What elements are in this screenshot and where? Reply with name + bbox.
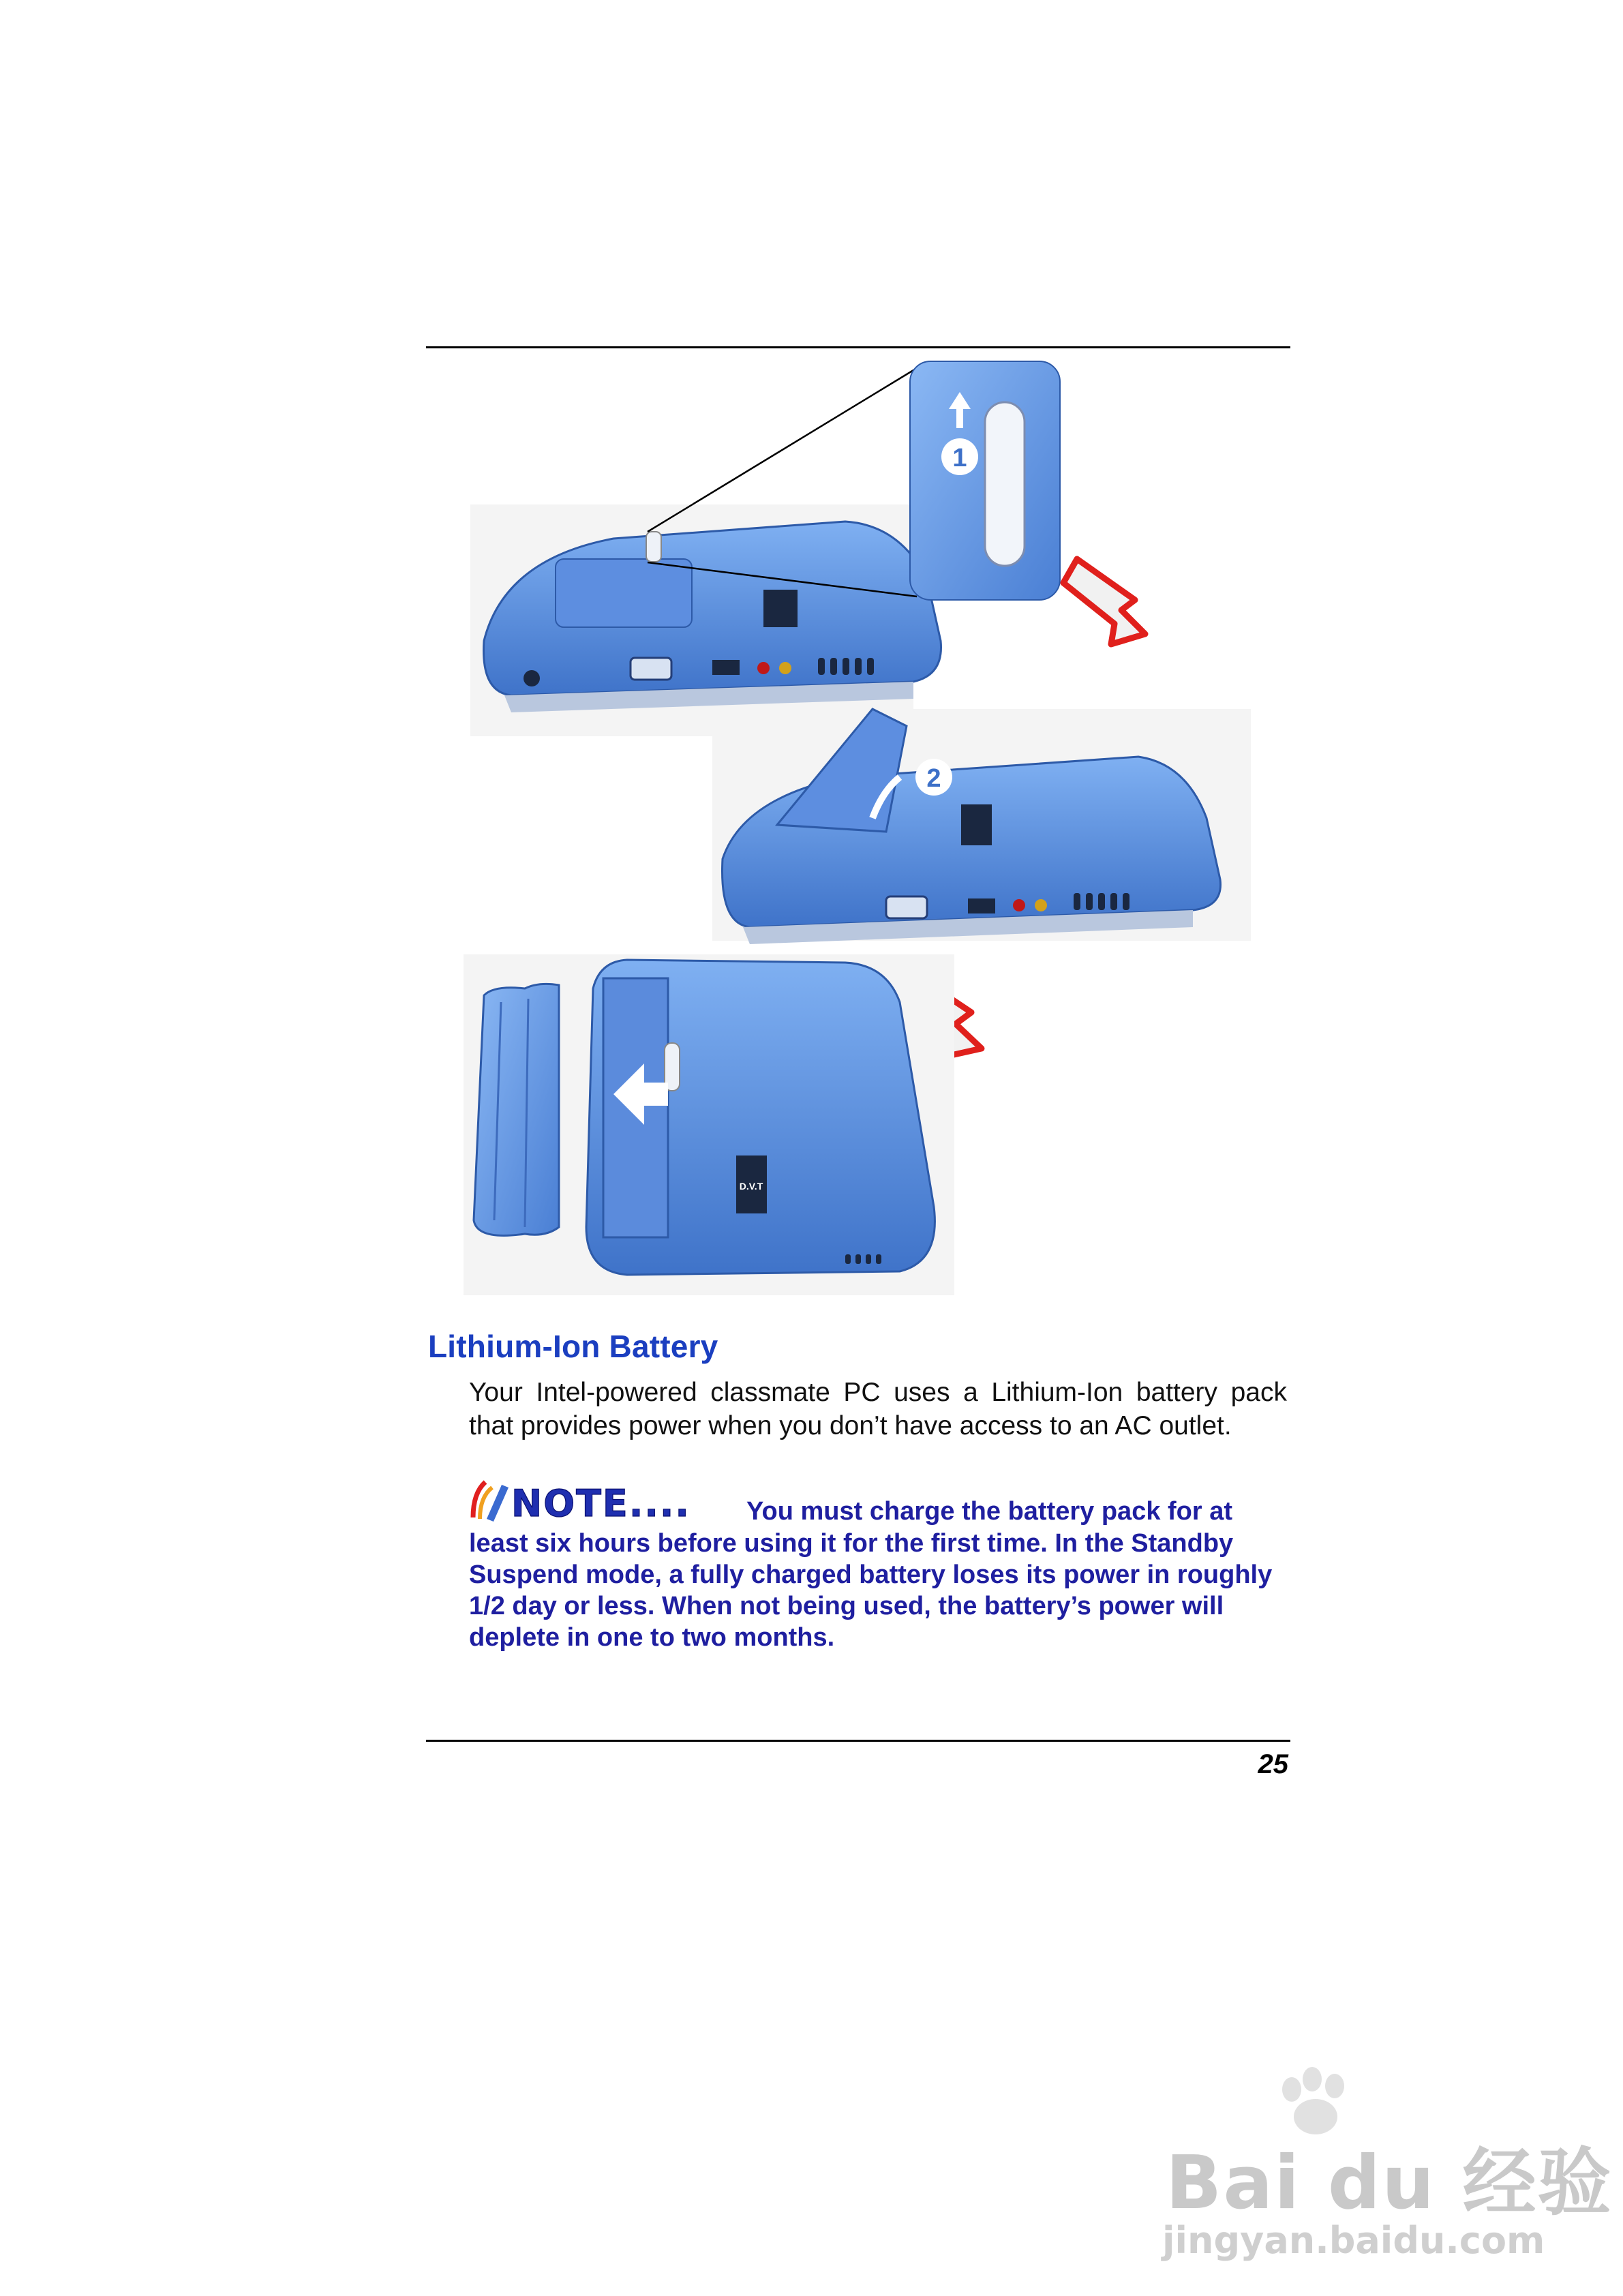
red-arrow-1 xyxy=(1063,559,1145,644)
header-rule xyxy=(426,346,1290,348)
note-lead-text: You must charge the battery pack for at xyxy=(746,1497,1233,1526)
laptop-bottom-view xyxy=(586,960,935,1275)
note-body-text: least six hours before using it for the first time. In the Standby Suspend mode, a fully charged battery loses its power in roughly 1/2 day or less. When not being used, the battery’s power will deplete in one to two months. xyxy=(469,1529,1273,1652)
footer-rule xyxy=(426,1740,1290,1742)
release-latch-inset xyxy=(910,361,1060,600)
watermark-brand: Bai du 经验 xyxy=(1166,2141,1613,2226)
section-body-text: Your Intel-powered classmate PC uses a Lithium-Ion battery pack that provides power when you don’t have access to an AC outlet. xyxy=(469,1378,1287,1440)
battery-removal-illustration xyxy=(464,354,1281,1302)
battery-removal-figure xyxy=(464,354,1281,1302)
step-1-label: 1 xyxy=(952,444,967,472)
battery-pack xyxy=(474,984,559,1235)
step-2-label: 2 xyxy=(926,764,941,793)
section-title: Lithium-Ion Battery xyxy=(428,1329,718,1364)
note-logo xyxy=(469,1478,735,1529)
page-number: 25 xyxy=(1258,1749,1288,1779)
device-label: D.V.T xyxy=(739,1181,763,1192)
watermark-url: jingyan.baidu.com xyxy=(1162,2219,1545,2262)
note-logo-text: NOTE.... xyxy=(511,1482,691,1525)
note-pencil-icon xyxy=(469,1478,735,1526)
